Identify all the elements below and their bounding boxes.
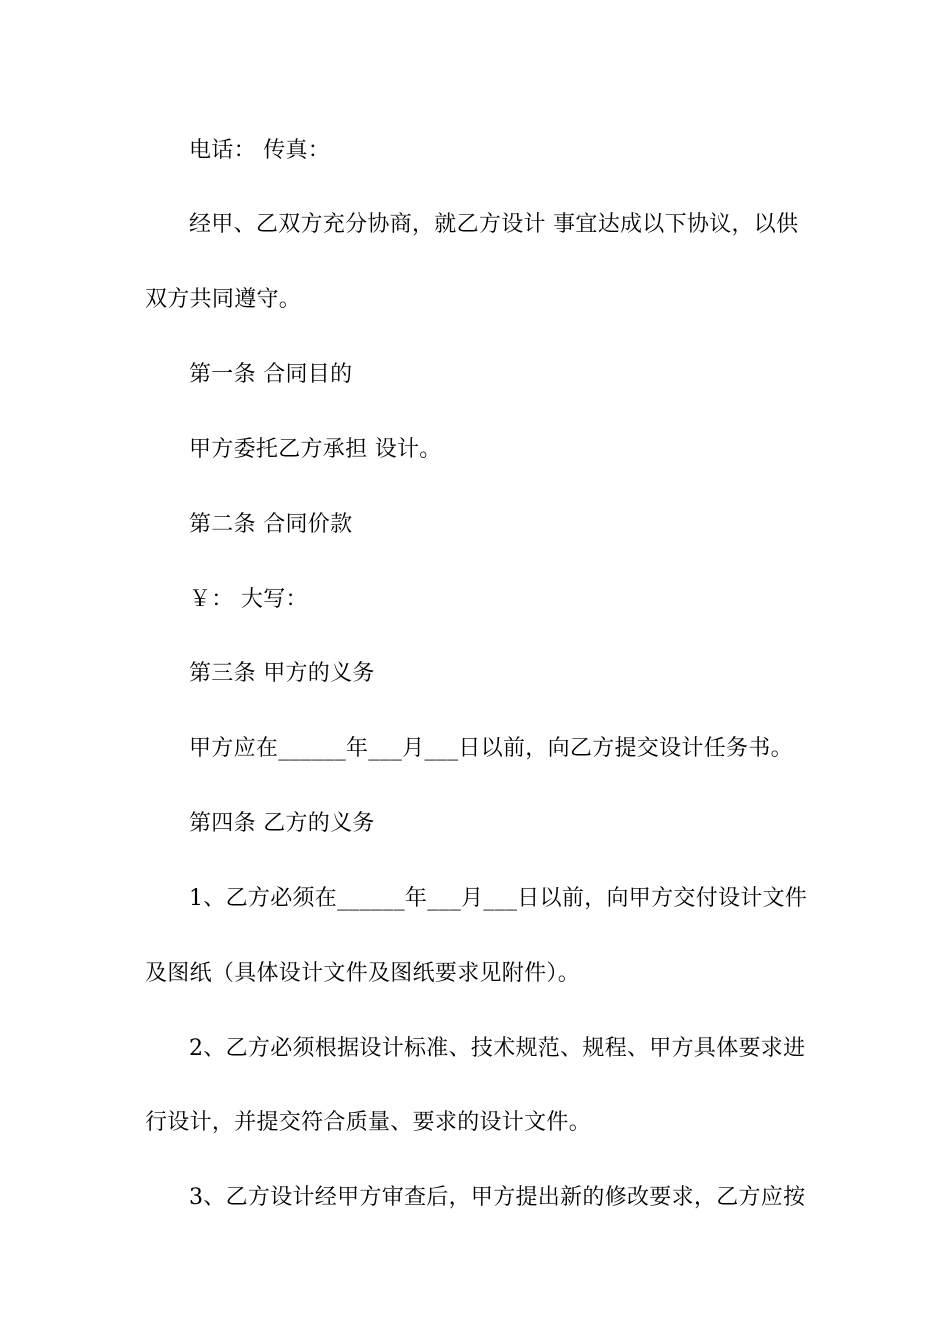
preamble-line-2: 双方共同遵守。	[145, 287, 302, 312]
article-2-heading: 第二条 合同价款	[189, 512, 353, 537]
contact-line: 电话： 传真：	[189, 138, 331, 163]
article-3-text: 甲方应在______年___月___日以前，向乙方提交设计任务书。	[189, 736, 793, 761]
article-4-item-2-line-1: 2、乙方必须根据设计标准、技术规范、规程、甲方具体要求进	[189, 1036, 806, 1061]
article-2-text: ￥： 大写：	[189, 587, 308, 612]
article-4-item-2-line-2: 行设计，并提交符合质量、要求的设计文件。	[145, 1110, 592, 1135]
article-3-heading: 第三条 甲方的义务	[189, 661, 375, 686]
article-1-heading: 第一条 合同目的	[189, 362, 353, 387]
article-1-text: 甲方委托乙方承担 设计。	[189, 437, 442, 462]
article-4-item-1-line-2: 及图纸（具体设计文件及图纸要求见附件）。	[145, 961, 581, 986]
article-4-heading: 第四条 乙方的义务	[189, 811, 375, 836]
article-4-item-3-line-1: 3、乙方设计经甲方审查后，甲方提出新的修改要求，乙方应按	[189, 1185, 806, 1210]
preamble-line-1: 经甲、乙双方充分协商，就乙方设计 事宜达成以下协议，以供	[189, 212, 799, 237]
article-4-item-1-line-1: 1、乙方必须在______年___月___日以前，向甲方交付设计文件	[189, 886, 808, 911]
